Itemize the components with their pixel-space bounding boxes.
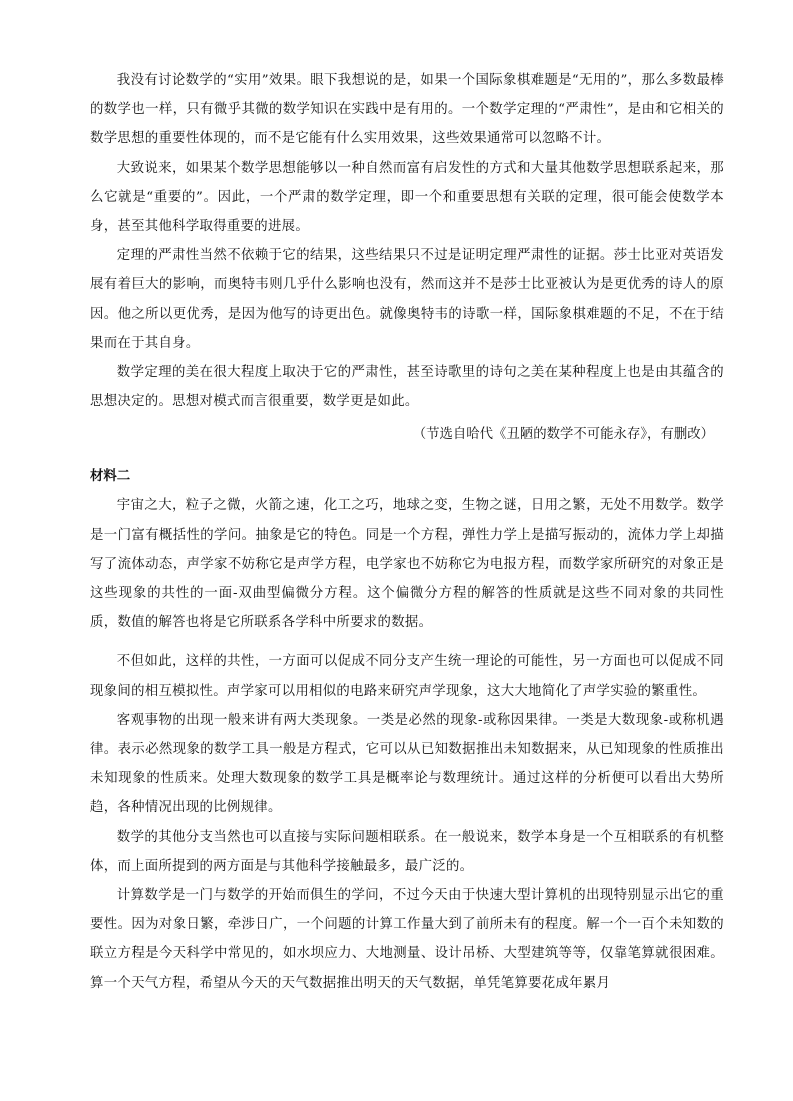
- source-citation: （节选自哈代《丑陋的数学不可能永存》，有删改）: [412, 427, 714, 443]
- paragraph: 客观事物的出现一般来讲有两大类现象。一类是必然的现象-或称因果律。一类是大数现象-或称机遇律。表示必然现象的数学工具一般是方程式，它可以从已知数据推出未知数据来，从已知现象的性质推出未知现象的性质来。处理大数现象的数学工具是概率论与数理统计。通过这样的分析便可以看出大势所趋，各种情况出现的比例规律。: [90, 712, 724, 816]
- section-heading: 材料二: [90, 468, 131, 485]
- paragraph: 宇宙之大，粒子之微，火箭之速，化工之巧，地球之变，生物之谜，日用之繁，无处不用数学。数学是一门富有概括性的学问。抽象是它的特色。同是一个方程，弹性力学上是描写振动的，流体力学上却描写了流体动态，声学家不妨称它是声学方程，电学家也不妨称它为电报方程，而数学家所研究的对象正是这些现象的共性的一面-双曲型偏微分方程。这个偏微分方程的解答的性质就是这些不同对象的共同性质，数值的解答也将是它所联系各学科中所要求的数据。: [90, 498, 724, 631]
- paragraph: 定理的严肃性当然不依赖于它的结果，这些结果只不过是证明定理严肃性的证据。莎士比亚对英语发展有着巨大的影响，而奥特韦则几乎什么影响也没有，然而这并不是莎士比亚被认为是更优秀的诗人的原因。他之所以更优秀，是因为他写的诗更出色。就像奥特韦的诗歌一样，国际象棋难题的不足，不在于结果而在于其自身。: [90, 248, 724, 351]
- paragraph: 大致说来，如果某个数学思想能够以一种自然而富有启发性的方式和大量其他数学思想联系起来，那么它就是“重要的”。因此，一个严肃的数学定理，即一个和重要思想有关联的定理，很可能会使数学本身，甚至其他科学取得重要的进展。: [90, 160, 724, 235]
- paragraph: 数学定理的美在很大程度上取决于它的严肃性，甚至诗歌里的诗句之美在某种程度上也是由其蕴含的思想决定的。思想对模式而言很重要，数学更是如此。: [90, 365, 724, 410]
- document-page: [90, 66, 724, 998]
- paragraph: 不但如此，这样的共性，一方面可以促成不同分支产生统一理论的可能性，另一方面也可以促成不同现象间的相互模拟性。声学家可以用相似的电路来研究声学现象，这大大地简化了声学实验的繁重性。: [90, 654, 724, 699]
- paragraph: 数学的其他分支当然也可以直接与实际问题相联系。在一般说来，数学本身是一个互相联系的有机整体，而上面所提到的两方面是与其他科学接触最多，最广泛的。: [90, 829, 724, 874]
- paragraph: 计算数学是一门与数学的开始而俱生的学问，不过今天由于快速大型计算机的出现特别显示出它的重要性。因为对象日繁，牵涉日广，一个问题的计算工作量大到了前所未有的程度。解一个一百个未知数的联立方程是今天科学中常见的，如水坝应力、大地测量、设计吊桥、大型建筑等等，仅靠笔算就很困难。算一个天气方程，希望从今天的天气数据推出明天的天气数据，单凭笔算要花成年累月: [90, 888, 724, 991]
- paragraph: 我没有讨论数学的“实用”效果。眼下我想说的是，如果一个国际象棋难题是“无用的”，那么多数最棒的数学也一样，只有微乎其微的数学知识在实践中是有用的。一个数学定理的“严肃性”，是由和它相关的数学思想的重要性体现的，而不是它能有什么实用效果，这些效果通常可以忽略不计。: [90, 73, 724, 147]
